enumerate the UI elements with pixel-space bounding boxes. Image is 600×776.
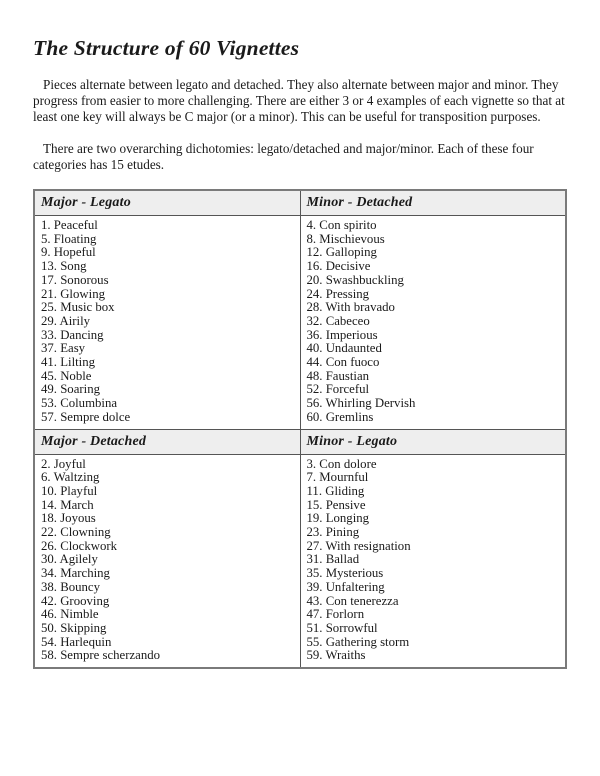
vignette-list-major-legato <box>41 219 294 425</box>
vignette-list-minor-legato <box>307 458 560 664</box>
vignette-item: 7. Mournful <box>306 470 369 485</box>
cell-minor-legato <box>300 454 566 668</box>
cell-major-legato <box>34 216 300 430</box>
vignette-item: 28. With bravado <box>306 300 395 315</box>
vignette-item: 39. Unfaltering <box>306 579 385 594</box>
vignette-item: 14. March <box>41 497 94 512</box>
vignette-item: 3. Con dolore <box>306 456 377 471</box>
vignette-list-major-detached <box>41 458 294 664</box>
vignette-item: 36. Imperious <box>306 327 378 342</box>
vignette-item: 15. Pensive <box>306 497 366 512</box>
vignette-item: 59. Wraiths <box>306 648 366 663</box>
vignette-item: 52. Forceful <box>306 382 370 397</box>
vignette-item: 29. Airily <box>41 313 91 328</box>
vignette-item: 24. Pressing <box>306 286 370 301</box>
vignette-item: 43. Con tenerezza <box>306 593 399 608</box>
vignette-list-minor-detached <box>307 219 560 425</box>
vignette-item: 10. Playful <box>41 483 98 498</box>
intro-paragraph: Pieces alternate between legato and detached. They also alternate between major and minor. They progress from easier to more challenging. There are either 3 or 4 examples of each vignette so that at least one key will always be C major (or a minor). This can be useful for transposition purposes. <box>33 77 565 124</box>
vignette-item: 20. Swashbuckling <box>306 272 404 287</box>
cell-minor-detached <box>300 216 566 430</box>
dichotomies-paragraph: There are two overarching dichotomies: legato/detached and major/minor. Each of these four categories has 15 etudes. <box>33 141 534 172</box>
vignette-item: 31. Ballad <box>306 552 360 567</box>
vignette-item: 34. Marching <box>41 566 110 581</box>
vignette-item: 45. Noble <box>41 368 92 383</box>
vignette-item: 6. Waltzing <box>41 470 100 485</box>
vignette-item: 47. Forlorn <box>306 607 365 622</box>
header-major-detached: Major - Detached <box>34 429 300 454</box>
vignette-item: 51. Sorrowful <box>306 620 378 635</box>
vignette-item: 37. Easy <box>41 341 86 356</box>
body-row-1 <box>34 216 566 430</box>
header-major-legato: Major - Legato <box>34 190 300 216</box>
vignette-item: 18. Joyous <box>41 511 96 526</box>
vignette-item: 32. Cabeceo <box>306 313 370 328</box>
vignette-item: 44. Con fuoco <box>306 355 380 370</box>
vignette-item: 1. Peaceful <box>41 218 98 232</box>
vignette-item: 58. Sempre scherzando <box>41 648 161 663</box>
vignette-item: 35. Mysterious <box>306 566 384 581</box>
vignettes-table <box>33 189 567 669</box>
vignette-item: 19. Longing <box>306 511 370 526</box>
vignette-item: 41. Lilting <box>41 355 96 370</box>
vignette-item: 46. Nimble <box>41 607 99 622</box>
vignette-item: 30. Agilely <box>41 552 98 567</box>
vignette-item: 11. Gliding <box>306 483 365 498</box>
vignette-item: 42. Grooving <box>41 593 110 608</box>
vignette-item: 16. Decisive <box>306 259 371 274</box>
vignette-item: 22. Clowning <box>41 525 111 540</box>
page-title: The Structure of 60 Vignettes <box>33 36 300 60</box>
vignette-item: 21. Glowing <box>41 286 105 301</box>
vignette-item: 40. Undaunted <box>306 341 382 356</box>
vignette-item: 13. Song <box>41 259 87 274</box>
header-row-1 <box>34 190 566 216</box>
vignette-item: 54. Harlequin <box>41 634 112 649</box>
vignette-item: 25. Music box <box>41 300 115 315</box>
vignette-item: 38. Bouncy <box>41 579 101 594</box>
vignette-item: 23. Pining <box>306 525 360 540</box>
vignette-item: 57. Sempre dolce <box>41 409 131 424</box>
vignette-item: 55. Gathering storm <box>306 634 410 649</box>
vignette-item: 5. Floating <box>41 231 97 246</box>
vignette-item: 33. Dancing <box>41 327 104 342</box>
vignette-item: 8. Mischievous <box>306 231 385 246</box>
vignette-item: 27. With resignation <box>306 538 411 553</box>
vignette-item: 48. Faustian <box>306 368 370 383</box>
vignette-item: 53. Columbina <box>41 396 118 411</box>
header-minor-detached: Minor - Detached <box>300 190 566 216</box>
vignette-item: 2. Joyful <box>41 456 86 471</box>
vignette-item: 56. Whirling Dervish <box>306 396 416 411</box>
cell-major-detached <box>34 454 300 668</box>
vignette-item: 60. Gremlins <box>306 409 374 424</box>
body-row-2 <box>34 454 566 668</box>
header-row-2 <box>34 429 566 454</box>
vignette-item: 12. Galloping <box>306 245 377 260</box>
vignette-item: 26. Clockwork <box>41 538 118 553</box>
vignette-item: 4. Con spirito <box>306 218 377 232</box>
vignette-item: 17. Sonorous <box>41 272 109 287</box>
header-minor-legato: Minor - Legato <box>300 429 566 454</box>
vignette-item: 50. Skipping <box>41 620 107 635</box>
vignette-item: 9. Hopeful <box>41 245 96 260</box>
vignette-item: 49. Soaring <box>41 382 101 397</box>
